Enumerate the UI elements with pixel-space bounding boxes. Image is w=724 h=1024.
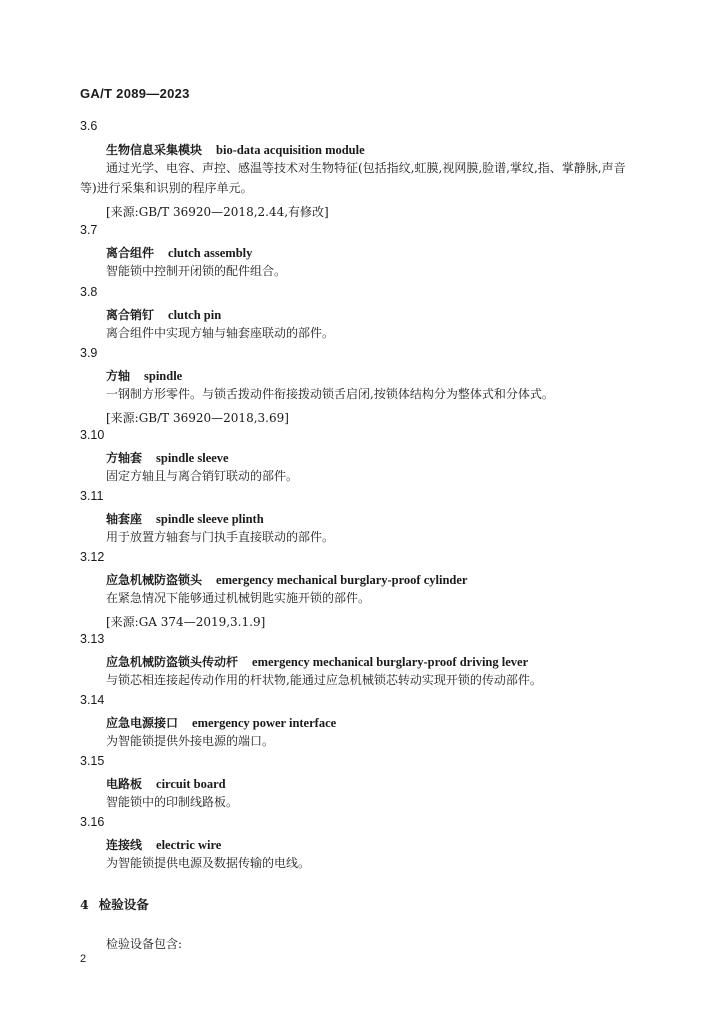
- term-zh: 方轴: [106, 369, 131, 383]
- term-zh: 轴套座: [106, 512, 143, 526]
- term-heading: [106, 571, 467, 588]
- term-definition: 智能锁中控制开闭锁的配件组合。: [106, 264, 287, 278]
- term-definition: 与锁芯相连接起传动作用的杆状物,能通过应急机械锁芯转动实现开锁的传动部件。: [106, 673, 542, 687]
- term-definition: 用于放置方轴套与门执手直接联动的部件。: [106, 530, 335, 544]
- term-definition: 一钢制方形零件。与锁舌拨动件衔接拨动锁舌启闭,按锁体结构分为整体式和分体式。: [106, 387, 554, 401]
- term-zh: 方轴套: [106, 451, 143, 465]
- term-en: emergency power interface: [192, 716, 337, 730]
- term-heading: [106, 244, 252, 261]
- term-definition: 在紧急情况下能够通过机械钥匙实施开锁的部件。: [106, 591, 371, 605]
- term-definition: 离合组件中实现方轴与轴套座联动的部件。: [106, 326, 335, 340]
- term-definition: 通过光学、电容、声控、感温等技术对生物特征(包括指纹,虹膜,视网膜,脸谱,掌纹,指、掌静脉,声音等)进行采集和识别的程序单元。: [80, 161, 626, 195]
- term-zh: 生物信息采集模块: [106, 143, 203, 157]
- term-definition: 固定方轴且与离合销钉联动的部件。: [106, 469, 299, 483]
- term-heading: [106, 306, 221, 323]
- term-en: clutch assembly: [168, 246, 253, 260]
- term-number: 3.14: [80, 693, 105, 707]
- term-definition: 为智能锁提供电源及数据传输的电线。: [106, 856, 311, 870]
- term-zh: 电路板: [106, 777, 143, 791]
- section-title: 检验设备: [98, 897, 149, 912]
- term-heading: [106, 653, 528, 670]
- term-zh: 应急机械防盗锁头: [106, 573, 203, 587]
- term-definition: 为智能锁提供外接电源的端口。: [106, 734, 275, 748]
- term-definition: 智能锁中的印制线路板。: [106, 795, 239, 809]
- term-number: 3.16: [80, 815, 105, 829]
- term-heading: [106, 510, 264, 527]
- section-paragraph: 检验设备包含:: [106, 937, 183, 951]
- term-zh: 离合组件: [106, 246, 155, 260]
- standard-code-header: GA/T 2089—2023: [80, 86, 190, 101]
- term-heading: [106, 367, 182, 384]
- term-number: 3.6: [80, 119, 98, 133]
- term-en: circuit board: [156, 777, 226, 791]
- term-heading: [106, 449, 229, 466]
- term-heading: [106, 775, 226, 792]
- term-source: [来源:GB/T 36920—2018,2.44,有修改]: [106, 205, 329, 219]
- term-en: spindle: [144, 369, 183, 383]
- term-zh: 应急机械防盗锁头传动杆: [106, 655, 239, 669]
- term-zh: 离合销钉: [106, 308, 155, 322]
- term-number: 3.12: [80, 550, 105, 564]
- term-number: 3.11: [80, 489, 104, 503]
- term-en: emergency mechanical burglary-proof cylinder: [216, 573, 468, 587]
- term-en: emergency mechanical burglary-proof driving lever: [252, 655, 529, 669]
- term-number: 3.9: [80, 346, 98, 360]
- term-zh: 连接线: [106, 838, 143, 852]
- term-en: bio-data acquisition module: [216, 143, 365, 157]
- term-number: 3.15: [80, 754, 105, 768]
- term-heading: [106, 141, 365, 158]
- term-number: 3.13: [80, 632, 105, 646]
- term-number: 3.7: [80, 223, 98, 237]
- term-heading: [106, 836, 221, 853]
- term-en: spindle sleeve plinth: [156, 512, 264, 526]
- page-number: 2: [80, 953, 87, 965]
- term-en: electric wire: [156, 838, 222, 852]
- term-en: clutch pin: [168, 308, 222, 322]
- term-number: 3.8: [80, 285, 98, 299]
- term-zh: 应急电源接口: [106, 716, 179, 730]
- term-number: 3.10: [80, 428, 105, 442]
- term-en: spindle sleeve: [156, 451, 229, 465]
- term-heading: [106, 714, 336, 731]
- term-source: [来源:GB/T 36920—2018,3.69]: [106, 411, 289, 425]
- term-source: [来源:GA 374—2019,3.1.9]: [106, 615, 266, 629]
- section-heading: [80, 895, 149, 913]
- section-number: 4: [80, 897, 89, 912]
